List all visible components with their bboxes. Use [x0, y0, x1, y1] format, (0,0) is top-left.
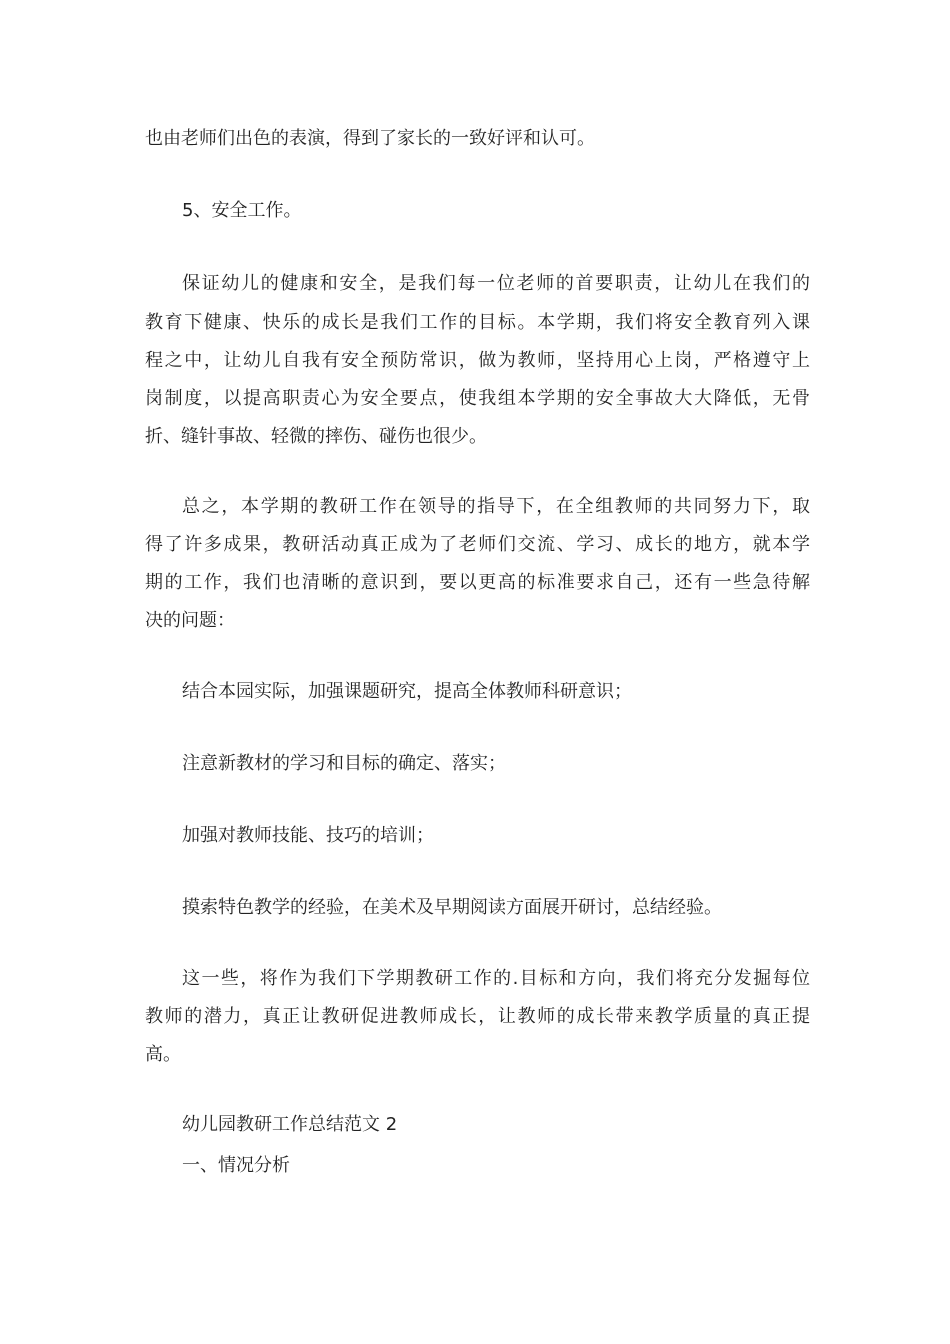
list-item: 结合本园实际，加强课题研究，提高全体教师科研意识；	[182, 681, 632, 702]
text-line: 高。	[145, 1044, 181, 1065]
text-line: 教育下健康、快乐的成长是我们工作的目标。本学期，我们将安全教育列入课	[145, 312, 810, 333]
text-line: 岗制度，以提高职责心为安全要点，使我组本学期的安全事故大大降低，无骨	[145, 388, 810, 409]
list-item: 摸索特色教学的经验，在美术及早期阅读方面展开研讨，总结经验。	[182, 897, 722, 918]
text-line: 也由老师们出色的表演，得到了家长的一致好评和认可。	[145, 128, 595, 149]
text-line: 决的问题：	[145, 610, 235, 631]
text-line: 期的工作，我们也清晰的意识到，要以更高的标准要求自己，还有一些急待解	[145, 572, 810, 593]
section-heading: 一、情况分析	[182, 1155, 290, 1176]
text-line: 教师的潜力，真正让教研促进教师成长，让教师的成长带来教学质量的真正提	[145, 1006, 810, 1027]
text-line: 保证幼儿的健康和安全，是我们每一位老师的首要职责，让幼儿在我们的	[182, 273, 810, 294]
text-line: 这一些，将作为我们下学期教研工作的.目标和方向，我们将充分发掘每位	[182, 968, 810, 989]
section-heading-safety: 5、安全工作。	[182, 200, 302, 221]
text-line: 折、缝针事故、轻微的摔伤、碰伤也很少。	[145, 426, 487, 447]
list-item: 注意新教材的学习和目标的确定、落实；	[182, 753, 506, 774]
text-line: 程之中，让幼儿自我有安全预防常识，做为教师，坚持用心上岗，严格遵守上	[145, 350, 810, 371]
text-line: 得了许多成果，教研活动真正成为了老师们交流、学习、成长的地方，就本学	[145, 534, 810, 555]
list-item: 加强对教师技能、技巧的培训；	[182, 825, 434, 846]
article-title: 幼儿园教研工作总结范文 2	[182, 1114, 398, 1135]
text-line: 总之，本学期的教研工作在领导的指导下，在全组教师的共同努力下，取	[182, 496, 810, 517]
